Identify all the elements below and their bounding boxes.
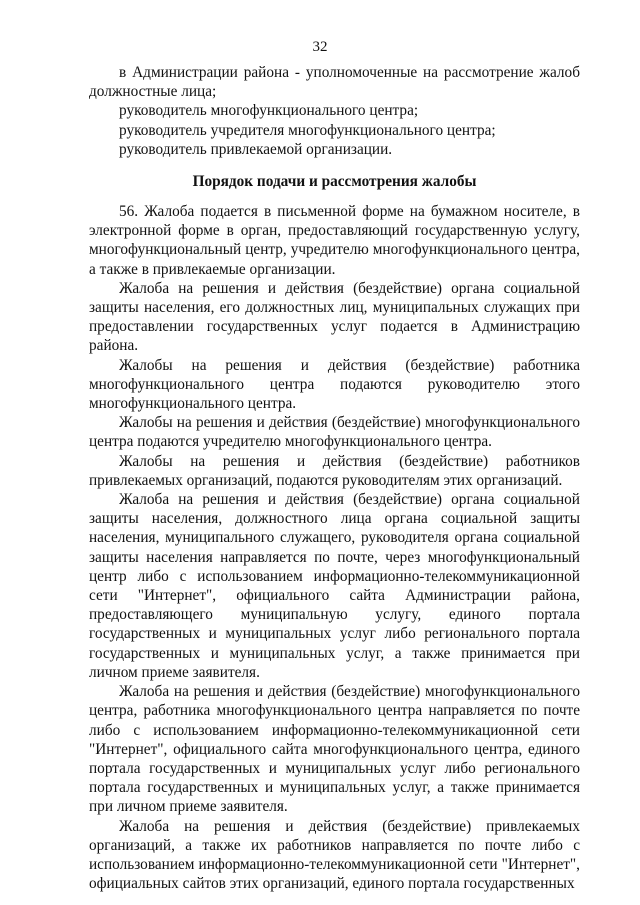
intro-paragraph-1: в Администрации района - уполномоченные на рассмотрение жалоб должностные лица; xyxy=(89,64,580,101)
section-paragraph-3: Жалобы на решения и действия (бездействие) работника многофункционального центра подаются руководителю этого многофункционального центра. xyxy=(89,356,580,413)
section-paragraph-4: Жалобы на решения и действия (бездействие) многофункционального центра подаются учредителю многофункционального центра. xyxy=(89,414,580,451)
intro-paragraph-4: руководитель привлекаемой организации. xyxy=(119,140,393,158)
intro-paragraph-2: руководитель многофункционального центра; xyxy=(119,102,419,120)
document-body xyxy=(89,63,580,893)
section-paragraph-2: Жалоба на решения и действия (бездействие) органа социальной защиты населения, его должностных лиц, муниципальных служащих при предоставлении государственных услуг подается в Администрацию района. xyxy=(89,279,580,355)
section-paragraph-6: Жалоба на решения и действия (бездействие) органа социальной защиты населения, должностного лица органа социальной защиты населения, муниципального служащего, руководителя органа социальной защиты населения направляется по почте, через многофункциональный центр либо с использованием информационно-телекоммуникационной сети "Интернет", официального сайта Администрации района, предоставляющего муниципальную услугу, единого портала государственных и муниципальных услуг либо регионального портала государственных и муниципальных услуг, а также принимается при личном приеме заявителя. xyxy=(89,491,580,681)
section-paragraph-7: Жалоба на решения и действия (бездействие) многофункционального центра, работника многофункционального центра направляется по почте либо с использованием информационно-телекоммуникационной сети "Интернет", официального сайта многофункционального центра, единого портала государственных и муниципальных услуг либо регионального портала государственных и муниципальных услуг, а также принимается при личном приеме заявителя. xyxy=(89,683,580,816)
section-paragraph-8: Жалоба на решения и действия (бездействие) привлекаемых организаций, а также их работников направляется по почте либо с использованием информационно-телекоммуникационной сети "Интернет", официальных сайтов этих организаций, единого портала государственных xyxy=(89,817,580,893)
section-paragraph-5: Жалобы на решения и действия (бездействие) работников привлекаемых организаций, подаются руководителям этих организаций. xyxy=(89,452,580,489)
section-paragraph-1: 56. Жалоба подается в письменной форме на бумажном носителе, в электронной форме в орган, предоставляющий государственную услугу, многофункциональный центр, учредителю многофункционального центра, а также в привлекаемые организации. xyxy=(89,203,580,278)
page-number: 32 xyxy=(312,39,328,55)
section-title: Порядок подачи и рассмотрения жалобы xyxy=(192,173,477,191)
intro-paragraph-3: руководитель учредителя многофункционального центра; xyxy=(119,121,496,139)
